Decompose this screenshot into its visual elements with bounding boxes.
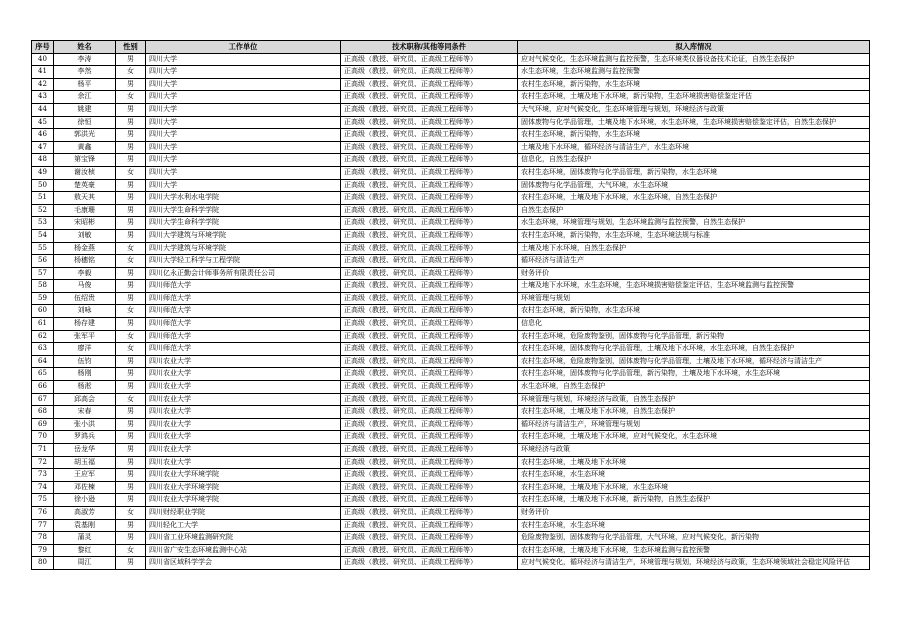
table-row — [32, 406, 870, 419]
cell-gender: 女 — [116, 544, 146, 557]
expert-table-sheet — [31, 40, 870, 570]
cell-serial: 80 — [32, 557, 54, 570]
cell-work-unit: 四川省区域科学学会 — [146, 557, 341, 570]
cell-field: 农村生态环境，危险废物鉴别，固体废物与化学品管理，土壤及地下水环境，循环经济与清洁生产 — [518, 355, 870, 368]
cell-name: 张军平 — [54, 330, 116, 343]
header-field: 拟入库情况 — [518, 41, 870, 54]
table-row — [32, 557, 870, 570]
table-row — [32, 393, 870, 406]
cell-work-unit: 四川农业大学 — [146, 456, 341, 469]
cell-title: 正高级（教授、研究员、正高级工程师等） — [341, 506, 518, 519]
table-row — [32, 343, 870, 356]
cell-work-unit: 四川大学水利水电学院 — [146, 192, 341, 205]
table-row — [32, 103, 870, 116]
cell-field: 水生态环境，环境管理与规划，生态环境监测与监控预警，自然生态保护 — [518, 217, 870, 230]
cell-work-unit: 四川大学 — [146, 91, 341, 104]
cell-serial: 55 — [32, 242, 54, 255]
table-row — [32, 456, 870, 469]
table-header-row — [32, 41, 870, 54]
expert-table — [31, 40, 870, 570]
table-row — [32, 481, 870, 494]
cell-work-unit: 四川农业大学 — [146, 381, 341, 394]
cell-name: 郭洪光 — [54, 129, 116, 142]
table-row — [32, 255, 870, 268]
cell-gender: 男 — [116, 179, 146, 192]
cell-name: 邱高会 — [54, 393, 116, 406]
cell-serial: 71 — [32, 444, 54, 457]
cell-title: 正高级（教授、研究员、正高级工程师等） — [341, 166, 518, 179]
table-row — [32, 519, 870, 532]
cell-name: 谢汝桢 — [54, 166, 116, 179]
cell-field: 应对气候变化，生态环境监测与监控预警，生态环境类仪器设备技术论证，自然生态保护 — [518, 53, 870, 66]
cell-work-unit: 四川师范大学 — [146, 318, 341, 331]
cell-gender: 男 — [116, 292, 146, 305]
cell-field: 信息化 — [518, 318, 870, 331]
cell-field: 农村生态环境，土壤及地下水环境，生态环境监测与监控预警 — [518, 544, 870, 557]
cell-title: 正高级（教授、研究员、正高级工程师等） — [341, 368, 518, 381]
cell-field: 农村生态环境，新污染物，水生态环境 — [518, 305, 870, 318]
cell-title: 正高级（教授、研究员、正高级工程师等） — [341, 532, 518, 545]
cell-serial: 77 — [32, 519, 54, 532]
table-body — [32, 53, 870, 569]
cell-gender: 男 — [116, 456, 146, 469]
cell-serial: 62 — [32, 330, 54, 343]
table-row — [32, 267, 870, 280]
cell-gender: 男 — [116, 280, 146, 293]
cell-field: 循环经济与清洁生产 — [518, 255, 870, 268]
cell-name: 罗鸿兵 — [54, 431, 116, 444]
cell-serial: 59 — [32, 292, 54, 305]
cell-title: 正高级（教授、研究员、正高级工程师等） — [341, 255, 518, 268]
cell-title: 正高级（教授、研究员、正高级工程师等） — [341, 242, 518, 255]
cell-gender: 男 — [116, 381, 146, 394]
cell-serial: 50 — [32, 179, 54, 192]
cell-gender: 女 — [116, 242, 146, 255]
cell-title: 正高级（教授、研究员、正高级工程师等） — [341, 381, 518, 394]
cell-title: 正高级（教授、研究员、正高级工程师等） — [341, 431, 518, 444]
cell-title: 正高级（教授、研究员、正高级工程师等） — [341, 343, 518, 356]
cell-field: 农村生态环境，土壤及地下水环境，自然生态保护 — [518, 406, 870, 419]
cell-gender: 男 — [116, 204, 146, 217]
cell-work-unit: 四川农业大学环境学院 — [146, 494, 341, 507]
table-row — [32, 355, 870, 368]
cell-title: 正高级（教授、研究员、正高级工程师等） — [341, 179, 518, 192]
cell-serial: 49 — [32, 166, 54, 179]
header-gender: 性别 — [116, 41, 146, 54]
cell-gender: 女 — [116, 330, 146, 343]
cell-work-unit: 四川亿永正勤会计师事务所有限责任公司 — [146, 267, 341, 280]
cell-work-unit: 四川师范大学 — [146, 305, 341, 318]
cell-title: 正高级（教授、研究员、正高级工程师等） — [341, 305, 518, 318]
cell-gender: 男 — [116, 141, 146, 154]
cell-title: 正高级（教授、研究员、正高级工程师等） — [341, 229, 518, 242]
cell-name: 刘敏 — [54, 229, 116, 242]
cell-name: 黎红 — [54, 544, 116, 557]
cell-gender: 女 — [116, 393, 146, 406]
cell-gender: 男 — [116, 192, 146, 205]
cell-name: 伍钧 — [54, 355, 116, 368]
cell-gender: 女 — [116, 305, 146, 318]
cell-gender: 男 — [116, 217, 146, 230]
cell-work-unit: 四川农业大学环境学院 — [146, 469, 341, 482]
table-row — [32, 305, 870, 318]
cell-work-unit: 四川农业大学 — [146, 393, 341, 406]
table-row — [32, 506, 870, 519]
cell-title: 正高级（教授、研究员、正高级工程师等） — [341, 469, 518, 482]
cell-field: 循环经济与清洁生产，环境管理与规划 — [518, 418, 870, 431]
cell-work-unit: 四川大学生命科学学院 — [146, 217, 341, 230]
table-row — [32, 91, 870, 104]
cell-work-unit: 四川省广安生态环境监测中心站 — [146, 544, 341, 557]
cell-title: 正高级（教授、研究员、正高级工程师等） — [341, 544, 518, 557]
cell-serial: 51 — [32, 192, 54, 205]
cell-name: 楚英豪 — [54, 179, 116, 192]
cell-gender: 女 — [116, 91, 146, 104]
cell-title: 正高级（教授、研究员、正高级工程师等） — [341, 481, 518, 494]
table-row — [32, 444, 870, 457]
cell-title: 正高级（教授、研究员、正高级工程师等） — [341, 456, 518, 469]
cell-work-unit: 四川大学 — [146, 166, 341, 179]
cell-name: 杨淞 — [54, 381, 116, 394]
table-row — [32, 192, 870, 205]
table-row — [32, 418, 870, 431]
cell-name: 杨存建 — [54, 318, 116, 331]
cell-gender: 女 — [116, 166, 146, 179]
cell-field: 农村生态环境，固体废物与化学品管理，土壤及地下水环境，水生态环境，自然生态保护 — [518, 343, 870, 356]
cell-serial: 65 — [32, 368, 54, 381]
cell-field: 环境管理与规划，环境经济与政策，自然生态保护 — [518, 393, 870, 406]
cell-serial: 61 — [32, 318, 54, 331]
cell-name: 邓佐楝 — [54, 481, 116, 494]
cell-serial: 75 — [32, 494, 54, 507]
cell-work-unit: 四川师范大学 — [146, 280, 341, 293]
cell-name: 杨平 — [54, 78, 116, 91]
cell-field: 应对气候变化，循环经济与清洁生产，环境管理与规划，环境经济与政策，生态环境领域社会稳定风险评估 — [518, 557, 870, 570]
table-row — [32, 330, 870, 343]
cell-work-unit: 四川农业大学 — [146, 431, 341, 444]
cell-title: 正高级（教授、研究员、正高级工程师等） — [341, 53, 518, 66]
cell-field: 土壤及地下水环境，自然生态保护 — [518, 242, 870, 255]
cell-serial: 79 — [32, 544, 54, 557]
cell-gender: 男 — [116, 444, 146, 457]
cell-name: 李然 — [54, 66, 116, 79]
cell-field: 农村生态环境，土壤及地下水环境，新污染物，生态环境损害赔偿鉴定评估 — [518, 91, 870, 104]
table-row — [32, 242, 870, 255]
table-row — [32, 141, 870, 154]
cell-work-unit: 四川省工业环境监测研究院 — [146, 532, 341, 545]
cell-gender: 男 — [116, 532, 146, 545]
table-row — [32, 280, 870, 293]
cell-name: 高淑芳 — [54, 506, 116, 519]
cell-work-unit: 四川大学 — [146, 53, 341, 66]
cell-field: 水生态环境，自然生态保护 — [518, 381, 870, 394]
cell-name: 周江 — [54, 557, 116, 570]
cell-serial: 69 — [32, 418, 54, 431]
cell-serial: 53 — [32, 217, 54, 230]
cell-title: 正高级（教授、研究员、正高级工程师等） — [341, 355, 518, 368]
cell-title: 正高级（教授、研究员、正高级工程师等） — [341, 66, 518, 79]
cell-field: 水生态环境，生态环境监测与监控预警 — [518, 66, 870, 79]
cell-field: 财务评价 — [518, 267, 870, 280]
cell-field: 固体废物与化学品管理，大气环境，水生态环境 — [518, 179, 870, 192]
cell-field: 自然生态保护 — [518, 204, 870, 217]
cell-serial: 72 — [32, 456, 54, 469]
cell-title: 正高级（教授、研究员、正高级工程师等） — [341, 557, 518, 570]
cell-gender: 男 — [116, 103, 146, 116]
cell-gender: 男 — [116, 267, 146, 280]
cell-title: 正高级（教授、研究员、正高级工程师等） — [341, 141, 518, 154]
cell-work-unit: 四川大学 — [146, 103, 341, 116]
cell-title: 正高级（教授、研究员、正高级工程师等） — [341, 154, 518, 167]
cell-title: 正高级（教授、研究员、正高级工程师等） — [341, 280, 518, 293]
table-row — [32, 217, 870, 230]
table-row — [32, 544, 870, 557]
cell-serial: 70 — [32, 431, 54, 444]
cell-field: 农村生态环境，土壤及地下水环境，新污染物，自然生态保护 — [518, 494, 870, 507]
cell-gender: 男 — [116, 318, 146, 331]
cell-name: 敖天其 — [54, 192, 116, 205]
cell-name: 蒲灵 — [54, 532, 116, 545]
header-work-unit: 工作单位 — [146, 41, 341, 54]
table-row — [32, 381, 870, 394]
cell-work-unit: 四川大学轻工科学与工程学院 — [146, 255, 341, 268]
cell-gender: 男 — [116, 229, 146, 242]
table-row — [32, 494, 870, 507]
cell-field: 大气环境，应对气候变化，生态环境管理与规划，环境经济与政策 — [518, 103, 870, 116]
cell-field: 农村生态环境，危险废物鉴别，固体废物与化学品管理，新污染物 — [518, 330, 870, 343]
cell-name: 第宝锋 — [54, 154, 116, 167]
table-row — [32, 116, 870, 129]
cell-field: 财务评价 — [518, 506, 870, 519]
cell-gender: 女 — [116, 506, 146, 519]
cell-name: 李毅 — [54, 267, 116, 280]
cell-work-unit: 四川大学建筑与环境学院 — [146, 242, 341, 255]
cell-serial: 73 — [32, 469, 54, 482]
cell-name: 徐恒 — [54, 116, 116, 129]
cell-gender: 男 — [116, 368, 146, 381]
table-row — [32, 129, 870, 142]
cell-serial: 78 — [32, 532, 54, 545]
cell-serial: 60 — [32, 305, 54, 318]
cell-gender: 男 — [116, 481, 146, 494]
cell-serial: 52 — [32, 204, 54, 217]
table-row — [32, 368, 870, 381]
cell-name: 余江 — [54, 91, 116, 104]
cell-gender: 男 — [116, 469, 146, 482]
cell-name: 杨刚 — [54, 368, 116, 381]
cell-title: 正高级（教授、研究员、正高级工程师等） — [341, 519, 518, 532]
table-row — [32, 53, 870, 66]
cell-work-unit: 四川大学生命科学学院 — [146, 204, 341, 217]
cell-title: 正高级（教授、研究员、正高级工程师等） — [341, 103, 518, 116]
cell-gender: 男 — [116, 519, 146, 532]
table-row — [32, 78, 870, 91]
table-row — [32, 318, 870, 331]
cell-serial: 46 — [32, 129, 54, 142]
cell-work-unit: 四川师范大学 — [146, 330, 341, 343]
cell-field: 农村生态环境，土壤及地下水环境 — [518, 456, 870, 469]
cell-name: 黄鑫 — [54, 141, 116, 154]
cell-serial: 56 — [32, 255, 54, 268]
table-row — [32, 469, 870, 482]
cell-serial: 67 — [32, 393, 54, 406]
cell-field: 农村生态环境，土壤及地下水环境，水生态环境 — [518, 481, 870, 494]
cell-gender: 男 — [116, 406, 146, 419]
header-serial: 序号 — [32, 41, 54, 54]
cell-gender: 男 — [116, 53, 146, 66]
cell-work-unit: 四川农业大学 — [146, 355, 341, 368]
cell-title: 正高级（教授、研究员、正高级工程师等） — [341, 192, 518, 205]
cell-gender: 男 — [116, 355, 146, 368]
cell-work-unit: 四川大学 — [146, 154, 341, 167]
cell-title: 正高级（教授、研究员、正高级工程师等） — [341, 129, 518, 142]
cell-field: 土壤及地下水环境，水生态环境，生态环境损害赔偿鉴定评估，生态环境监测与监控预警 — [518, 280, 870, 293]
cell-name: 毛康珊 — [54, 204, 116, 217]
cell-name: 岳龙华 — [54, 444, 116, 457]
cell-gender: 男 — [116, 78, 146, 91]
table-row — [32, 292, 870, 305]
cell-work-unit: 四川农业大学 — [146, 444, 341, 457]
cell-gender: 男 — [116, 494, 146, 507]
table-row — [32, 154, 870, 167]
cell-title: 正高级（教授、研究员、正高级工程师等） — [341, 418, 518, 431]
cell-work-unit: 四川大学 — [146, 78, 341, 91]
cell-title: 正高级（教授、研究员、正高级工程师等） — [341, 217, 518, 230]
cell-field: 农村生态环境，新污染物，水生态环境，生态环境法规与标准 — [518, 229, 870, 242]
cell-field: 环境经济与政策 — [518, 444, 870, 457]
cell-serial: 58 — [32, 280, 54, 293]
cell-title: 正高级（教授、研究员、正高级工程师等） — [341, 330, 518, 343]
cell-title: 正高级（教授、研究员、正高级工程师等） — [341, 267, 518, 280]
cell-name: 王应军 — [54, 469, 116, 482]
header-name: 姓名 — [54, 41, 116, 54]
cell-name: 宋春 — [54, 406, 116, 419]
cell-title: 正高级（教授、研究员、正高级工程师等） — [341, 494, 518, 507]
cell-name: 伍绍贵 — [54, 292, 116, 305]
cell-title: 正高级（教授、研究员、正高级工程师等） — [341, 116, 518, 129]
cell-field: 危险废物鉴别，固体废物与化学品管理，大气环境，应对气候变化，新污染物 — [518, 532, 870, 545]
cell-serial: 43 — [32, 91, 54, 104]
cell-serial: 47 — [32, 141, 54, 154]
cell-name: 徐小逊 — [54, 494, 116, 507]
cell-serial: 54 — [32, 229, 54, 242]
cell-field: 农村生态环境，新污染物，水生态环境 — [518, 78, 870, 91]
header-title: 技术职称/其他等同条件 — [341, 41, 518, 54]
cell-title: 正高级（教授、研究员、正高级工程师等） — [341, 204, 518, 217]
table-row — [32, 229, 870, 242]
cell-field: 农村生态环境，固体废物与化学品管理，新污染物，土壤及地下水环境，水生态环境 — [518, 368, 870, 381]
cell-work-unit: 四川大学 — [146, 66, 341, 79]
cell-work-unit: 四川农业大学环境学院 — [146, 481, 341, 494]
cell-serial: 66 — [32, 381, 54, 394]
cell-serial: 45 — [32, 116, 54, 129]
cell-work-unit: 四川大学 — [146, 141, 341, 154]
cell-serial: 41 — [32, 66, 54, 79]
table-row — [32, 66, 870, 79]
cell-serial: 40 — [32, 53, 54, 66]
cell-gender: 女 — [116, 66, 146, 79]
cell-field: 土壤及地下水环境，循环经济与清洁生产，水生态环境 — [518, 141, 870, 154]
cell-serial: 68 — [32, 406, 54, 419]
cell-title: 正高级（教授、研究员、正高级工程师等） — [341, 406, 518, 419]
cell-field: 农村生态环境，固体废物与化学品管理，新污染物，水生态环境 — [518, 166, 870, 179]
cell-gender: 男 — [116, 116, 146, 129]
cell-work-unit: 四川大学建筑与环境学院 — [146, 229, 341, 242]
table-row — [32, 166, 870, 179]
cell-work-unit: 四川大学 — [146, 179, 341, 192]
cell-field: 环境管理与规划 — [518, 292, 870, 305]
cell-name: 姚建 — [54, 103, 116, 116]
cell-serial: 44 — [32, 103, 54, 116]
cell-title: 正高级（教授、研究员、正高级工程师等） — [341, 318, 518, 331]
cell-name: 杨穗铭 — [54, 255, 116, 268]
cell-title: 正高级（教授、研究员、正高级工程师等） — [341, 292, 518, 305]
cell-name: 胡玉福 — [54, 456, 116, 469]
cell-title: 正高级（教授、研究员、正高级工程师等） — [341, 91, 518, 104]
cell-name: 张小洪 — [54, 418, 116, 431]
cell-name: 马俊 — [54, 280, 116, 293]
cell-serial: 74 — [32, 481, 54, 494]
cell-work-unit: 四川大学 — [146, 116, 341, 129]
cell-field: 农村生态环境，水生态环境 — [518, 469, 870, 482]
cell-name: 李涛 — [54, 53, 116, 66]
cell-gender: 男 — [116, 154, 146, 167]
cell-work-unit: 四川轻化工大学 — [146, 519, 341, 532]
cell-title: 正高级（教授、研究员、正高级工程师等） — [341, 444, 518, 457]
table-row — [32, 532, 870, 545]
table-row — [32, 179, 870, 192]
cell-gender: 男 — [116, 557, 146, 570]
cell-gender: 女 — [116, 343, 146, 356]
cell-serial: 57 — [32, 267, 54, 280]
cell-title: 正高级（教授、研究员、正高级工程师等） — [341, 78, 518, 91]
cell-work-unit: 四川大学 — [146, 129, 341, 142]
cell-field: 农村生态环境，水生态环境 — [518, 519, 870, 532]
cell-name: 宋昭彬 — [54, 217, 116, 230]
cell-serial: 48 — [32, 154, 54, 167]
cell-gender: 男 — [116, 431, 146, 444]
cell-work-unit: 四川财经职业学院 — [146, 506, 341, 519]
cell-field: 信息化，自然生态保护 — [518, 154, 870, 167]
cell-field: 农村生态环境，土壤及地下水环境，水生态环境，自然生态保护 — [518, 192, 870, 205]
cell-gender: 女 — [116, 255, 146, 268]
cell-serial: 76 — [32, 506, 54, 519]
cell-work-unit: 四川师范大学 — [146, 292, 341, 305]
cell-work-unit: 四川师范大学 — [146, 343, 341, 356]
cell-work-unit: 四川农业大学 — [146, 418, 341, 431]
cell-name: 刘咏 — [54, 305, 116, 318]
cell-name: 袁基刚 — [54, 519, 116, 532]
cell-serial: 63 — [32, 343, 54, 356]
cell-work-unit: 四川农业大学 — [146, 406, 341, 419]
cell-field: 固体废物与化学品管理，土壤及地下水环境，水生态环境，生态环境损害赔偿鉴定评估，自然生态保护 — [518, 116, 870, 129]
cell-serial: 42 — [32, 78, 54, 91]
cell-work-unit: 四川农业大学 — [146, 368, 341, 381]
cell-title: 正高级（教授、研究员、正高级工程师等） — [341, 393, 518, 406]
cell-gender: 男 — [116, 418, 146, 431]
cell-name: 廖洋 — [54, 343, 116, 356]
cell-field: 农村生态环境，土壤及地下水环境，应对气候变化，水生态环境 — [518, 431, 870, 444]
table-row — [32, 204, 870, 217]
cell-gender: 男 — [116, 129, 146, 142]
table-row — [32, 431, 870, 444]
cell-field: 农村生态环境，新污染物，水生态环境 — [518, 129, 870, 142]
cell-serial: 64 — [32, 355, 54, 368]
cell-name: 杨金燕 — [54, 242, 116, 255]
